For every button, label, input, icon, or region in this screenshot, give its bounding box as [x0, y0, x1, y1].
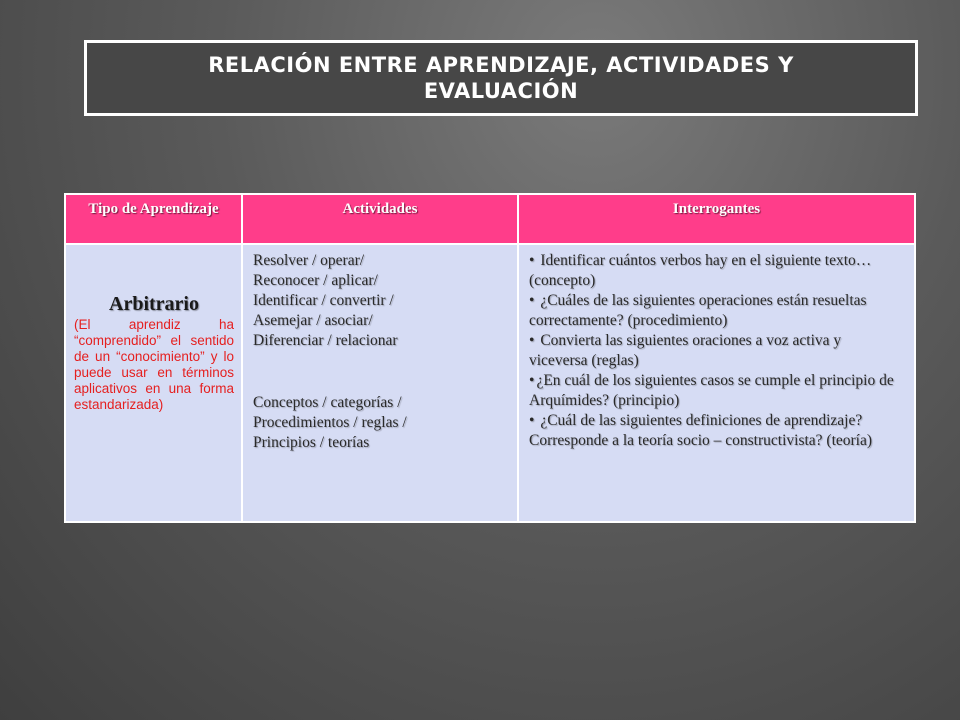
activity-line: Resolver / operar/	[253, 252, 365, 269]
activity-line: Procedimientos / reglas /	[253, 414, 407, 431]
question-item	[529, 411, 902, 451]
cell-activities	[242, 244, 518, 522]
question-item	[529, 331, 902, 371]
cell-questions	[518, 244, 915, 522]
slide-title: RELACIÓN ENTRE APRENDIZAJE, ACTIVIDADES Y EVALUACIÓN	[208, 53, 794, 103]
bullet-icon: •	[529, 292, 535, 309]
table-row	[65, 244, 915, 522]
question-text: ¿En cuál de los siguientes casos se cumple el principio de Arquímides? (principio)	[529, 372, 894, 409]
question-text: ¿Cuáles de las siguientes operaciones están resueltas correctamente? (procedimiento)	[529, 292, 867, 329]
question-item	[529, 251, 902, 291]
question-text: Identificar cuántos verbos hay en el siguiente texto… (concepto)	[529, 252, 872, 289]
activity-line: Principios / teorías	[253, 434, 370, 451]
bullet-icon: •	[529, 332, 535, 349]
bullet-icon: •	[529, 252, 535, 269]
question-item	[529, 371, 902, 411]
activity-line: Reconocer / aplicar/	[253, 272, 378, 289]
header-learning-type: Tipo de Aprendizaje	[65, 194, 242, 244]
activities-spacer	[253, 351, 509, 393]
bullet-icon: •	[529, 372, 535, 389]
question-text: ¿Cuál de las siguientes definiciones de aprendizaje? Corresponde a la teoría socio – constructivista? (teoría)	[529, 412, 873, 449]
question-text: Convierta las siguientes oraciones a voz activa y viceversa (reglas)	[529, 332, 842, 369]
activity-line: Diferenciar / relacionar	[253, 332, 398, 349]
header-activities: Actividades	[242, 194, 518, 244]
header-questions: Interrogantes	[518, 194, 915, 244]
activity-line: Identificar / convertir /	[253, 292, 394, 309]
slide-title-box	[84, 40, 918, 116]
bullet-icon: •	[529, 412, 535, 429]
activity-line: Asemejar / asociar/	[253, 312, 373, 329]
learning-table	[64, 193, 916, 523]
activity-line: Conceptos / categorías /	[253, 394, 402, 411]
cell-learning-type	[65, 244, 242, 522]
learning-type-name: Arbitrario	[109, 293, 199, 315]
table-header-row	[65, 194, 915, 244]
question-item	[529, 291, 902, 331]
learning-type-description: (El aprendiz ha “comprendido” el sentido de un “conocimiento” y lo puede usar en términos aplicativos en una forma estandarizada)	[74, 317, 234, 412]
